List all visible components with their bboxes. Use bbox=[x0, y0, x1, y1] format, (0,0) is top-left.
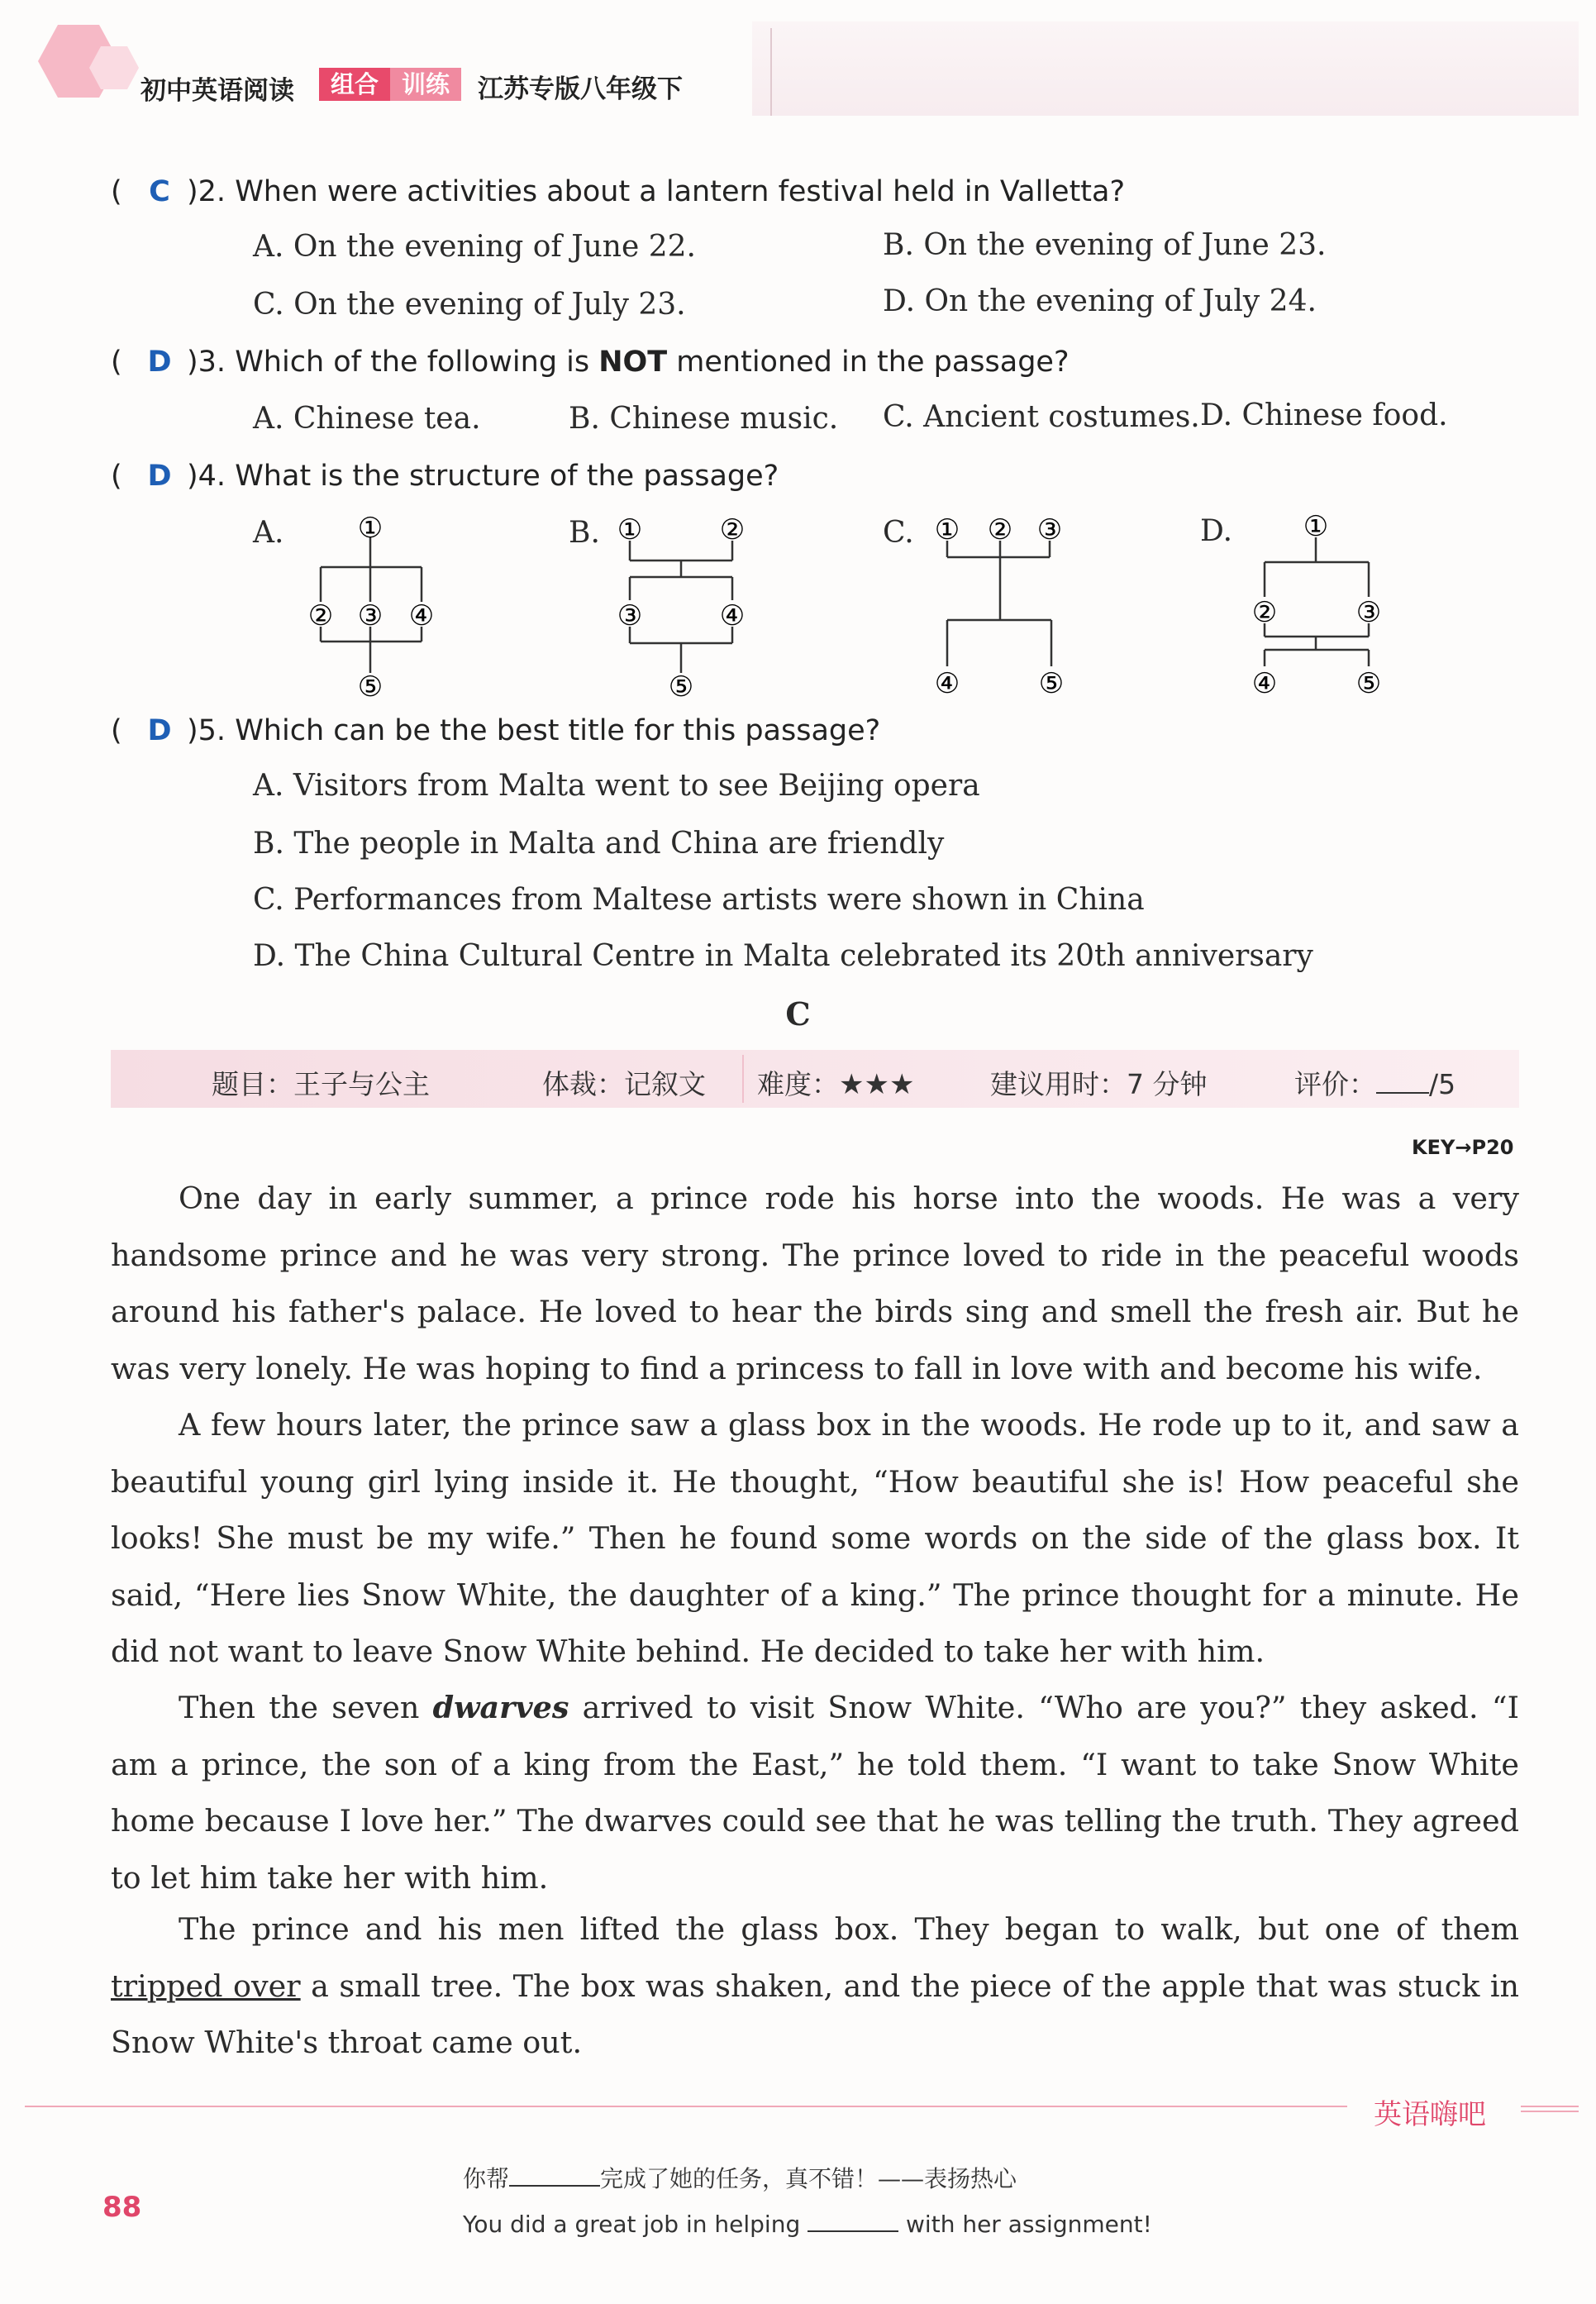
page-number: 88 bbox=[102, 2191, 142, 2224]
node-4: ④ bbox=[719, 599, 746, 632]
footer-en-pre: You did a great job in helping bbox=[463, 2211, 801, 2238]
answer-q4: D bbox=[147, 460, 172, 493]
node-2: ② bbox=[307, 599, 334, 632]
node-3: ③ bbox=[617, 599, 643, 632]
option-d: D. Chinese food. bbox=[1200, 398, 1448, 432]
info-genre: 体裁：记叙文 bbox=[542, 1068, 706, 1100]
node-2: ② bbox=[1251, 596, 1278, 629]
paragraph-4-underlined-phrase: tripped over bbox=[111, 1968, 301, 2004]
page-header bbox=[25, 21, 1579, 124]
option-c: C. Performances from Maltese artists were shown in China bbox=[253, 883, 1145, 917]
paragraph-3-text-pre: Then the seven bbox=[179, 1690, 433, 1725]
structure-diagram-d bbox=[1250, 508, 1398, 698]
answer-q5: D bbox=[147, 714, 172, 747]
question-stem-bold: NOT bbox=[598, 346, 668, 379]
rating-label: 评价： bbox=[1294, 1068, 1376, 1100]
option-c: C. Ancient costumes. bbox=[883, 400, 1200, 434]
edition-label: 江苏专版八年级下 bbox=[478, 74, 683, 104]
question-number: )5. bbox=[187, 714, 226, 747]
info-time: 建议用时：7 分钟 bbox=[990, 1068, 1208, 1100]
footer-cn-post: 完成了她的任务，真不错！——表扬热心 bbox=[600, 2165, 1017, 2192]
paragraph-1-text: One day in early summer, a prince rode his horse into the woods. He was a very handsome prince and he was very strong. The prince loved to ride in the peaceful woods around his father's palace. He loved to hear the birds sing and smell the fresh air. But he was very lonely. He was hoping to find a princess to fall in love with and become his wife. bbox=[111, 1181, 1519, 1386]
question-stem: When were activities about a lantern festival held in Valletta? bbox=[235, 175, 1126, 208]
footer-en-post: with her assignment! bbox=[906, 2211, 1152, 2238]
info-topic: 题目：王子与公主 bbox=[212, 1068, 430, 1100]
header-hexagon-logo bbox=[25, 21, 141, 124]
footer-rule-right bbox=[1521, 2106, 1579, 2107]
header-band bbox=[752, 21, 1579, 116]
diagram-label-b: B. bbox=[569, 516, 600, 550]
option-b: B. Chinese music. bbox=[569, 402, 839, 436]
footer-cn-blank[interactable] bbox=[509, 2163, 600, 2187]
question-number: )3. bbox=[187, 346, 226, 379]
option-c: C. On the evening of July 23. bbox=[253, 288, 686, 322]
node-5: ⑤ bbox=[1038, 667, 1065, 699]
rating-blank[interactable] bbox=[1376, 1071, 1429, 1094]
paragraph-2-text: A few hours later, the prince saw a glass box in the woods. He rode up to it, and saw a beautiful young girl lying inside it. He thought, “How beautiful she is! How peaceful she looks! She must be my wife.” Then he found some words on the side of the glass box. It said, “Here lies Snow White, the daughter of a king.” The prince thought for a minute. He did not want to leave Snow White behind. He decided to take her with him. bbox=[111, 1407, 1519, 1669]
structure-diagram-a bbox=[298, 509, 446, 699]
footer-rule bbox=[25, 2106, 1347, 2107]
structure-diagram-b bbox=[612, 509, 760, 699]
structure-diagram-c bbox=[931, 509, 1079, 699]
node-5: ⑤ bbox=[668, 670, 694, 699]
option-a: A. On the evening of June 22. bbox=[253, 230, 696, 264]
badge-xunlian: 训练 bbox=[390, 68, 461, 101]
question-stem-pre: Which of the following is bbox=[235, 346, 599, 379]
footer-en-blank[interactable] bbox=[808, 2209, 898, 2232]
node-3: ③ bbox=[357, 599, 384, 632]
node-2: ② bbox=[719, 513, 746, 546]
paragraph-3-text-post: arrived to visit Snow White. “Who are you?” they asked. “I am a prince, the son of a king from the East,” he told them. “I want to take Snow White home because I love her.” The dwarves could see that he was telling the truth. They agreed to let him take her with him. bbox=[111, 1690, 1519, 1896]
passage-paragraph-2 bbox=[111, 1397, 1519, 1681]
difficulty-label: 难度： bbox=[757, 1068, 839, 1100]
question-2 bbox=[111, 175, 1125, 208]
option-d: D. The China Cultural Centre in Malta celebrated its 20th anniversary bbox=[253, 939, 1313, 973]
passage-paragraph-1 bbox=[111, 1171, 1519, 1397]
diagram-label-c: C. bbox=[883, 516, 914, 550]
diagram-label-a: A. bbox=[253, 516, 284, 550]
node-1: ① bbox=[617, 513, 643, 546]
paren-open: ( bbox=[111, 714, 122, 747]
question-stem-post: mentioned in the passage? bbox=[667, 346, 1070, 379]
badge-zuhe: 组合 bbox=[319, 68, 390, 101]
question-stem: What is the structure of the passage? bbox=[235, 460, 779, 493]
paragraph-3-keyword: dwarves bbox=[432, 1690, 569, 1725]
passage-paragraph-4 bbox=[111, 1901, 1519, 2072]
footer-chinese-line bbox=[463, 2161, 1017, 2194]
option-a: A. Chinese tea. bbox=[253, 402, 481, 436]
difficulty-stars: ★★★ bbox=[839, 1068, 915, 1101]
node-5: ⑤ bbox=[1355, 667, 1382, 698]
option-a: A. Visitors from Malta went to see Beijing opera bbox=[253, 769, 980, 803]
node-3: ③ bbox=[1355, 596, 1382, 629]
footer-english-line bbox=[463, 2209, 1152, 2238]
rating-total: /5 bbox=[1429, 1068, 1456, 1100]
node-3: ③ bbox=[1036, 513, 1063, 546]
node-1: ① bbox=[934, 513, 960, 546]
question-3 bbox=[111, 346, 1070, 379]
node-4: ④ bbox=[1251, 667, 1278, 698]
option-b: B. On the evening of June 23. bbox=[883, 228, 1327, 262]
question-stem: Which can be the best title for this passage? bbox=[235, 714, 881, 747]
info-difficulty bbox=[757, 1063, 914, 1102]
node-1: ① bbox=[1303, 510, 1329, 543]
node-4: ④ bbox=[408, 599, 435, 632]
paren-open: ( bbox=[111, 460, 122, 493]
footer-cn-pre: 你帮 bbox=[463, 2165, 510, 2192]
node-2: ② bbox=[987, 513, 1013, 546]
answer-q3: D bbox=[147, 346, 172, 379]
node-1: ① bbox=[357, 512, 384, 545]
option-d: D. On the evening of July 24. bbox=[883, 284, 1317, 318]
footer-rule-right-2 bbox=[1521, 2111, 1579, 2112]
question-number: )4. bbox=[187, 460, 226, 493]
footer-tag: 英语嗨吧 bbox=[1374, 2098, 1486, 2131]
question-number: )2. bbox=[187, 175, 226, 208]
header-divider bbox=[770, 28, 772, 116]
paren-open: ( bbox=[111, 175, 122, 208]
paren-open: ( bbox=[111, 346, 122, 379]
paragraph-4-text-post: a small tree. The box was shaken, and the piece of the apple that was stuck in Snow White's throat came out. bbox=[111, 1968, 1520, 2060]
section-letter: C bbox=[785, 995, 811, 1033]
node-4: ④ bbox=[934, 667, 960, 699]
diagram-label-d: D. bbox=[1200, 514, 1233, 548]
info-separator bbox=[742, 1055, 744, 1103]
node-5: ⑤ bbox=[357, 670, 384, 699]
question-5 bbox=[111, 714, 880, 747]
key-reference: KEY→P20 bbox=[1412, 1136, 1514, 1159]
passage-paragraph-3 bbox=[111, 1680, 1519, 1906]
book-title: 初中英语阅读 bbox=[141, 76, 294, 106]
paragraph-4-text-pre: The prince and his men lifted the glass box. They began to walk, but one of them bbox=[179, 1911, 1519, 1947]
question-4 bbox=[111, 460, 779, 493]
answer-q2: C bbox=[149, 175, 170, 208]
option-b: B. The people in Malta and China are friendly bbox=[253, 827, 945, 861]
info-rating bbox=[1294, 1063, 1455, 1102]
